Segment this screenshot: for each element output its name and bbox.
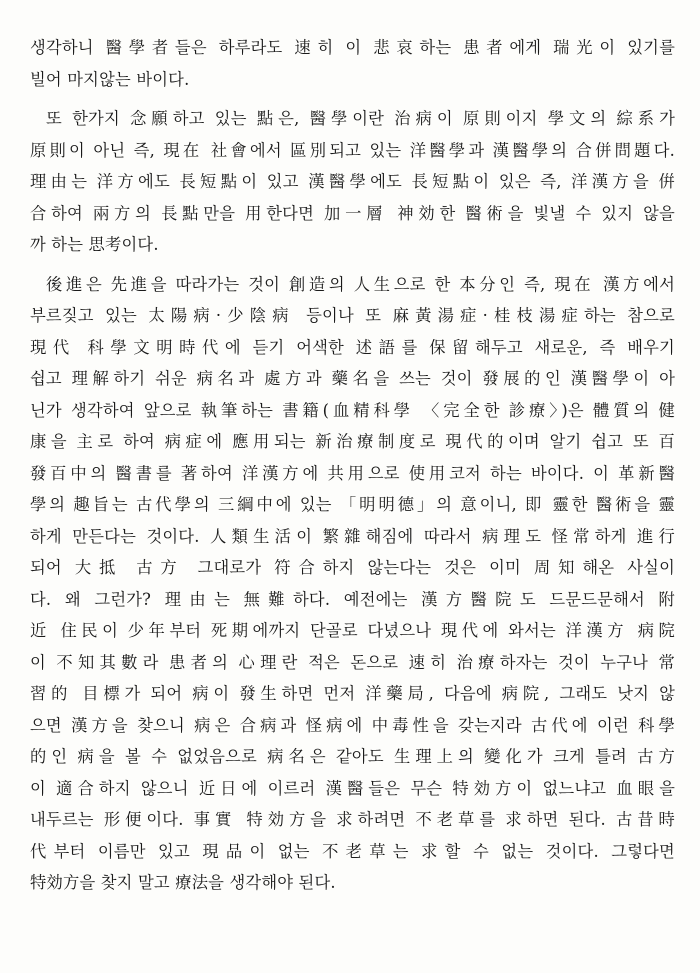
text-line: 또 한가지 念願하고 있는 點은, 醫學이란 治病이 原則이지 學文의 綜系가 — [46, 109, 675, 128]
text-line: 代부터 이름만 있고 現品이 없는 不老草는 求할 수 없는 것이다. 그렇다면 — [30, 841, 675, 861]
text-line: 다. 왜 그런가? 理由는 無難하다. 예전에는 漢方醫院도 드문드문해서 附 — [30, 589, 675, 609]
text-line: 으면 漢方을 찾으니 病은 合病과 怪病에 中毒性을 갖는지라 古代에 이런 科學 — [30, 715, 675, 735]
text-line: 닌가 생각하여 앞으로 執筆하는 書籍(血精科學 〈完全한 診療〉)은 體質의 健 — [30, 400, 675, 420]
paragraph-gap — [30, 261, 675, 269]
text-line: 이 適合하지 않으니 近日에 이르러 漢醫들은 무슨 特効方이 없느냐고 血眼을 — [30, 778, 675, 798]
paragraph — [30, 269, 675, 899]
paragraph-gap — [30, 95, 675, 103]
text-line: 特効方을 찾지 말고 療法을 생각해야 된다. — [30, 873, 336, 892]
text-line: 後進은 先進을 따라가는 것이 創造의 人生으로 한 本分인 즉, 現在 漢方에서 — [46, 274, 675, 294]
paragraph — [30, 32, 675, 95]
text-line: 理由는 洋方에도 長短點이 있고 漢醫學에도 長短點이 있은 즉, 洋漢方을 倂 — [30, 172, 675, 191]
text-line: 合하여 兩方의 長點만을 用한다면 加一層 神効한 醫術을 빛낼 수 있지 않을 — [30, 203, 675, 223]
body-text — [30, 32, 675, 899]
text-line: 原則이 아닌 즉, 現在 社會에서 區別되고 있는 洋醫學과 漢醫學의 合併問題다. — [30, 140, 675, 160]
text-line: 이 不知其數라 患者의 心理란 적은 돈으로 速히 治療하자는 것이 누구나 常 — [30, 652, 675, 672]
text-line: 되어 大抵 古方 그대로가 符合하지 않는다는 것은 이미 周知해온 사실이 — [30, 558, 675, 577]
text-line: 부르짖고 있는 太陽病·少陰病 등이나 또 麻黃湯症·桂枝湯症하는 참으로 — [30, 306, 675, 325]
text-line: 現代 科學文明時代에 듣기 어색한 述語를 保留해두고 새로운, 즉 배우기 — [30, 337, 675, 357]
text-line: 내두르는 形便이다. 事實 特効方을 求하려면 不老草를 求하면 된다. 古昔時 — [30, 810, 675, 829]
text-line: 學의 趣旨는 古代學의 三綱中에 있는 「明明德」의 意이니, 即 靈한 醫術을 靈 — [30, 495, 675, 514]
text-line: 쉽고 理解하기 쉬운 病名과 處方과 藥名을 쓰는 것이 發展的인 漢醫學이 아 — [30, 369, 675, 388]
text-line: 까 하는 思考이다. — [30, 235, 159, 254]
text-line: 的인 病을 볼 수 없었음으로 病名은 같아도 生理上의 變化가 크게 틀려 古方 — [30, 747, 675, 766]
text-line: 하게 만든다는 것이다. 人類生活이 繁雜해짐에 따라서 病理도 怪常하게 進行 — [30, 526, 675, 546]
text-line: 생각하니 醫學者들은 하루라도 速히 이 悲哀하는 患者에게 瑞光이 있기를 — [30, 38, 675, 57]
text-line: 發百中의 醫書를 著하여 洋漢方에 共用으로 使用코저 하는 바이다. 이 革新醫 — [30, 463, 675, 483]
text-line: 康을 主로 하여 病症에 應用되는 新治療制度로 現代的이며 알기 쉽고 또 百 — [30, 432, 675, 451]
paragraph — [30, 103, 675, 261]
text-line: 빌어 마지않는 바이다. — [30, 69, 190, 89]
text-line: 近 住民이 少年부터 死期에까지 단골로 다녔으나 現代에 와서는 洋漢方 病院 — [30, 621, 675, 640]
text-line: 習的 目標가 되어 病이 發生하면 먼저 洋藥局, 다음에 病院, 그래도 낫지 않 — [30, 684, 675, 703]
